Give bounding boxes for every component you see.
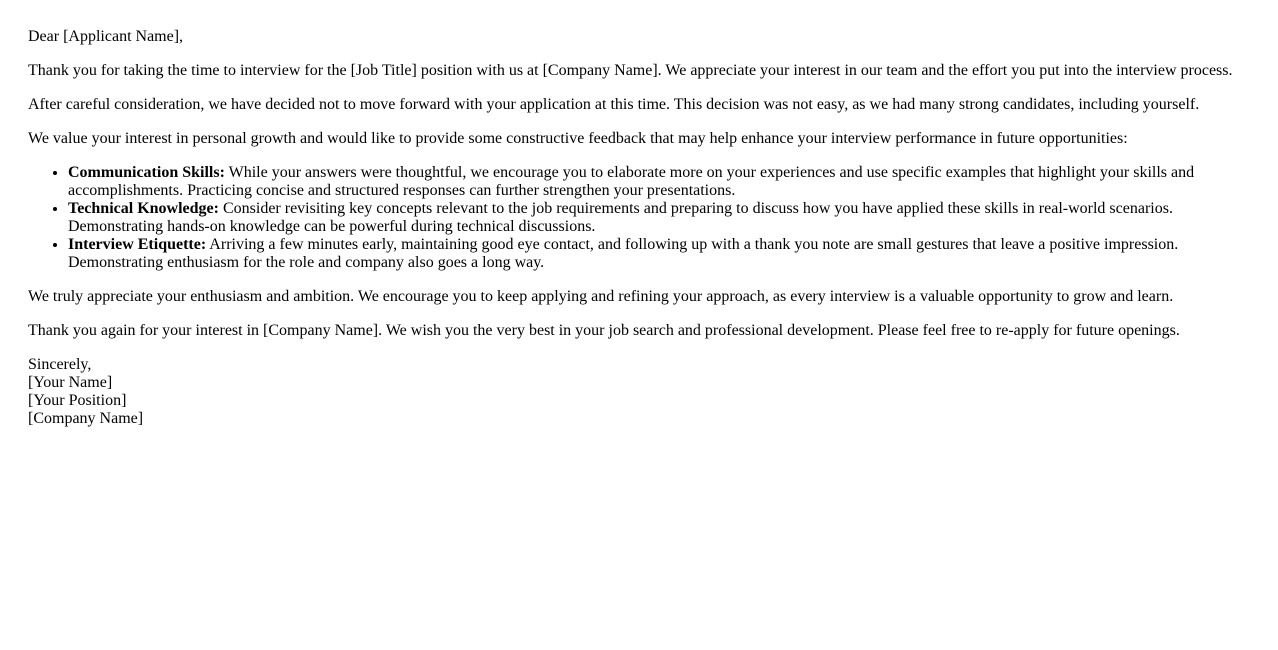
- signature-block: [28, 356, 1258, 428]
- feedback-title: Interview Etiquette:: [68, 236, 207, 253]
- letter-body: [28, 28, 1258, 428]
- decision-paragraph: After careful consideration, we have decided not to move forward with your application at this time. This decision was not easy, as we had many strong candidates, including yourself.: [28, 96, 1200, 113]
- signer-name: [Your Name]: [28, 374, 113, 391]
- signer-company: [Company Name]: [28, 410, 144, 427]
- intro-paragraph: Thank you for taking the time to interview for the [Job Title] position with us at [Company Name]. We appreciate your interest in our team and the effort you put into the interview process.: [28, 62, 1233, 79]
- feedback-title: Technical Knowledge:: [68, 200, 219, 217]
- feedback-text: While your answers were thoughtful, we encourage you to elaborate more on your experiences and use specific examples that highlight your skills and accomplishments. Practicing concise and structured responses can further strengthen your presentations.: [68, 164, 1195, 199]
- feedback-item-technical: [68, 200, 1258, 236]
- feedback-item-communication: [68, 164, 1258, 200]
- thanks-paragraph: Thank you again for your interest in [Company Name]. We wish you the very best in your job search and professional development. Please feel free to re-apply for future openings.: [28, 322, 1180, 339]
- feedback-item-etiquette: [68, 236, 1258, 272]
- feedback-text: Arriving a few minutes early, maintaining good eye contact, and following up with a thank you note are small gestures that leave a positive impression. Demonstrating enthusiasm for the role and company also goes a long way.: [68, 236, 1179, 271]
- signer-position: [Your Position]: [28, 392, 127, 409]
- salutation: Dear [Applicant Name],: [28, 28, 184, 45]
- feedback-text: Consider revisiting key concepts relevant to the job requirements and preparing to discuss how you have applied these skills in real-world scenarios. Demonstrating hands-on knowledge can be powerful during technical discussions.: [68, 200, 1173, 235]
- feedback-title: Communication Skills:: [68, 164, 225, 181]
- signoff: Sincerely,: [28, 356, 92, 373]
- feedback-list: [28, 164, 1258, 272]
- appreciation-paragraph: We truly appreciate your enthusiasm and ambition. We encourage you to keep applying and refining your approach, as every interview is a valuable opportunity to grow and learn.: [28, 288, 1174, 305]
- feedback-intro-paragraph: We value your interest in personal growth and would like to provide some constructive feedback that may help enhance your interview performance in future opportunities:: [28, 130, 1128, 147]
